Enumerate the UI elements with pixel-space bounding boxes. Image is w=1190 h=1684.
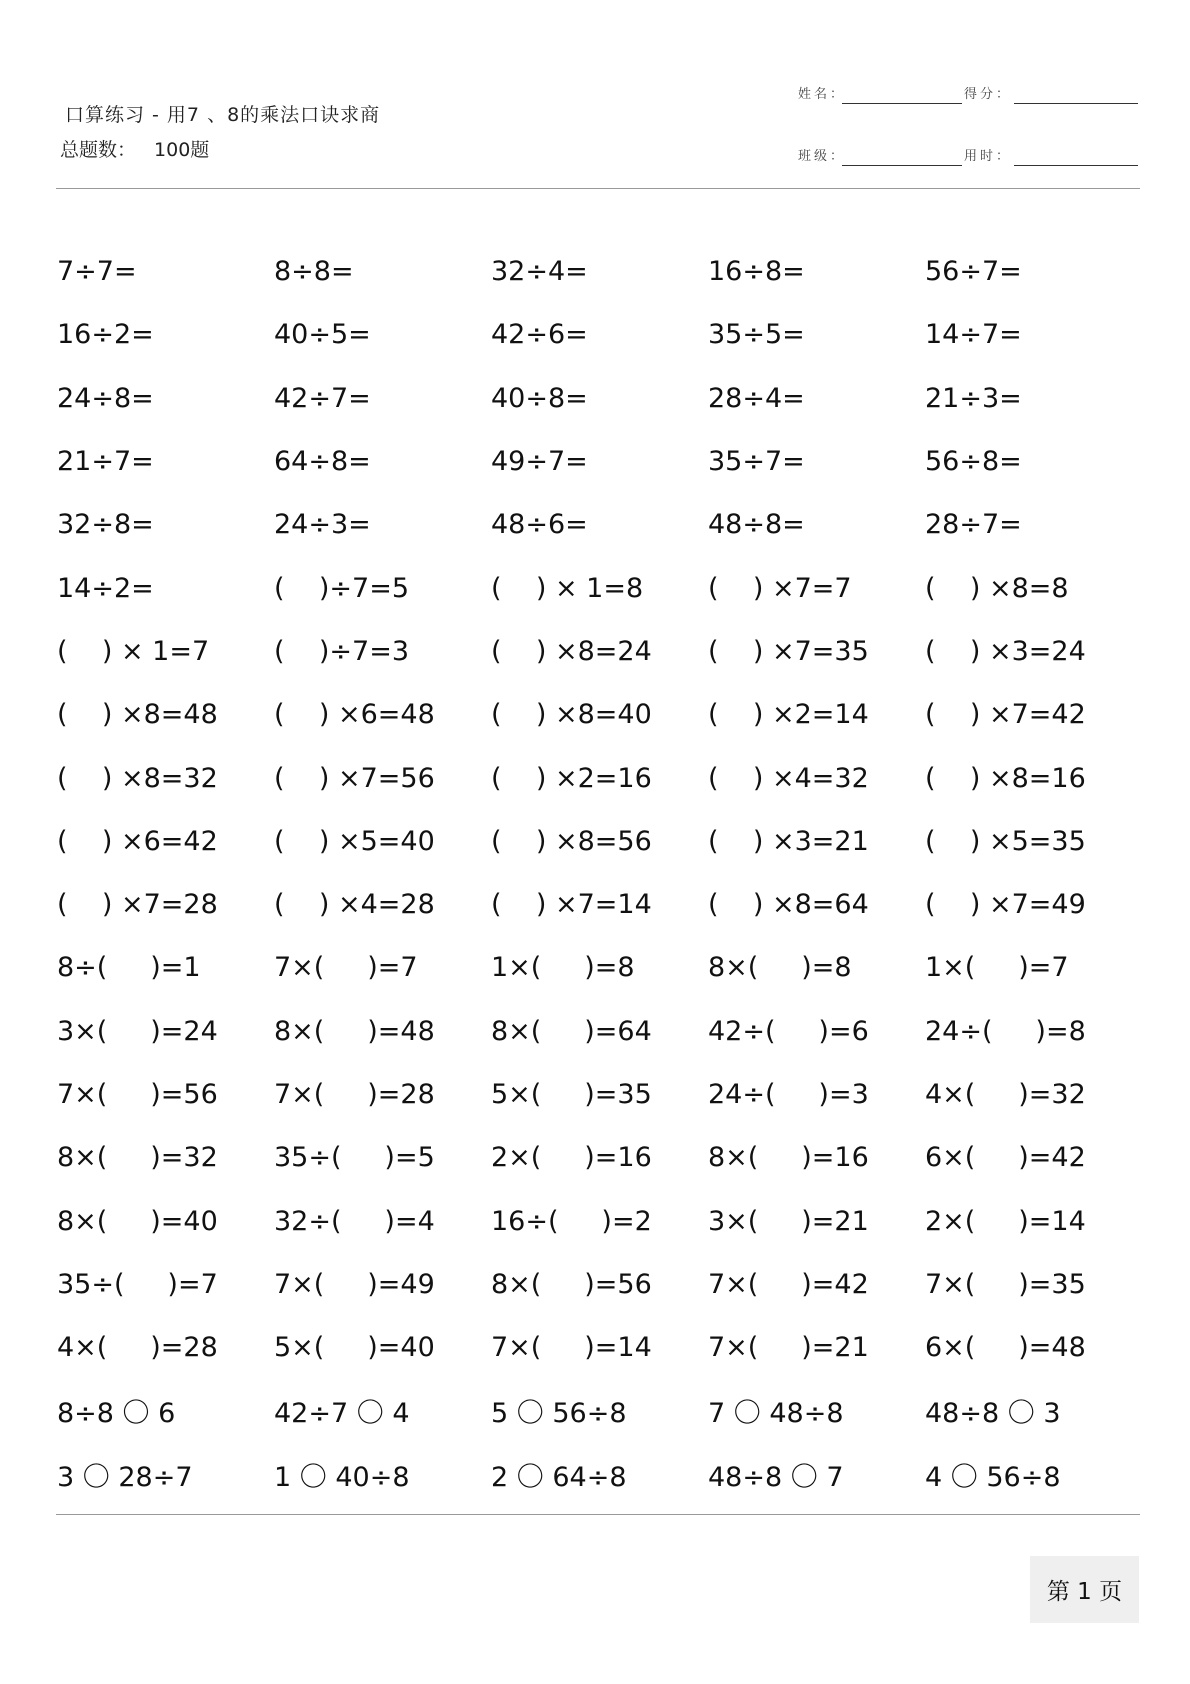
problem-item: 32÷8= bbox=[57, 509, 154, 541]
problem-item: 1×( )=7 bbox=[925, 952, 1069, 984]
problem-item: 7×( )=56 bbox=[57, 1079, 218, 1110]
info-row-bottom bbox=[798, 142, 1138, 166]
info-row-top bbox=[798, 80, 1138, 104]
problem-row bbox=[57, 873, 1142, 936]
problem-item: ( ) ×7=28 bbox=[57, 889, 218, 921]
problem-row bbox=[57, 620, 1142, 683]
problem-item: ( ) ×8=56 bbox=[491, 825, 652, 857]
problem-grid bbox=[57, 240, 1142, 1506]
problem-item: ( ) ×4=28 bbox=[274, 889, 435, 921]
problem-item: 14÷2= bbox=[57, 572, 154, 604]
problem-item: ( ) ×7=56 bbox=[274, 762, 435, 794]
problem-item: 4 〇 56÷8 bbox=[925, 1461, 1061, 1493]
problem-row bbox=[57, 1063, 1142, 1126]
problem-row bbox=[57, 683, 1142, 746]
problem-item: 5×( )=35 bbox=[491, 1079, 652, 1110]
total-count bbox=[60, 135, 380, 162]
problem-item: ( ) ×3=24 bbox=[925, 635, 1086, 667]
problem-row bbox=[57, 1443, 1142, 1506]
problem-item: ( ) ×8=8 bbox=[925, 572, 1069, 604]
problem-item: 16÷8= bbox=[708, 256, 805, 288]
problem-item: 24÷3= bbox=[274, 509, 371, 541]
problem-item: ( ) ×7=7 bbox=[708, 572, 852, 604]
problem-item: 8×( )=48 bbox=[274, 1015, 435, 1047]
problem-item: ( ) ×7=14 bbox=[491, 889, 652, 921]
problem-item: 5×( )=40 bbox=[274, 1332, 435, 1364]
problem-item: 5 〇 56÷8 bbox=[491, 1398, 627, 1430]
total-label: 总题数： bbox=[60, 139, 137, 161]
problem-item: 2 〇 64÷8 bbox=[491, 1461, 627, 1493]
problem-item: 42÷6= bbox=[491, 319, 588, 351]
problem-row bbox=[57, 810, 1142, 873]
name-label: 姓名： bbox=[798, 87, 847, 102]
problem-item: ( )÷7=3 bbox=[274, 635, 409, 667]
problem-item: ( ) ×7=42 bbox=[925, 699, 1086, 731]
problem-row bbox=[57, 556, 1142, 619]
class-blank[interactable] bbox=[842, 165, 962, 166]
problem-item: 1 〇 40÷8 bbox=[274, 1461, 410, 1493]
score-label: 得分： bbox=[964, 87, 1013, 102]
problem-item: 40÷5= bbox=[274, 319, 371, 351]
problem-item: 28÷4= bbox=[708, 382, 805, 414]
problem-item: ( ) ×6=42 bbox=[57, 825, 218, 857]
problem-item: 7×( )=7 bbox=[274, 952, 418, 984]
problem-item: 3 〇 28÷7 bbox=[57, 1461, 193, 1493]
problem-item: 35÷7= bbox=[708, 446, 805, 478]
problem-item: 42÷7= bbox=[274, 382, 371, 414]
problem-item: 48÷8 〇 3 bbox=[925, 1398, 1061, 1430]
problem-item: 7×( )=14 bbox=[491, 1332, 652, 1364]
problem-item: 35÷5= bbox=[708, 319, 805, 351]
problem-row bbox=[57, 1316, 1142, 1379]
problem-item: 7×( )=21 bbox=[708, 1332, 869, 1364]
worksheet-title: 口算练习 - 用7 、8的乘法口诀求商 bbox=[65, 104, 381, 126]
problem-item: 42÷7 〇 4 bbox=[274, 1398, 410, 1430]
problem-item: ( ) ×8=32 bbox=[57, 762, 218, 794]
problem-item: 21÷7= bbox=[57, 446, 154, 478]
problem-item: 4×( )=28 bbox=[57, 1332, 218, 1364]
problem-row bbox=[57, 1000, 1142, 1063]
problem-item: 7÷7= bbox=[57, 256, 137, 288]
problem-item: 8×( )=32 bbox=[57, 1142, 218, 1174]
time-blank[interactable] bbox=[1014, 165, 1138, 166]
problem-item: 64÷8= bbox=[274, 446, 371, 478]
problem-item: 7×( )=42 bbox=[708, 1268, 869, 1300]
problem-item: 32÷( )=4 bbox=[274, 1205, 435, 1237]
problem-item: 21÷3= bbox=[925, 382, 1022, 414]
problem-item: 8÷8 〇 6 bbox=[57, 1398, 176, 1430]
problem-item: ( ) ×2=16 bbox=[491, 762, 652, 794]
problem-item: 7×( )=35 bbox=[925, 1268, 1086, 1300]
problem-item: ( ) ×5=40 bbox=[274, 825, 435, 857]
problem-item: 4×( )=32 bbox=[925, 1079, 1086, 1110]
problem-item: 56÷7= bbox=[925, 256, 1022, 288]
problem-row bbox=[57, 367, 1142, 430]
problem-item: 7×( )=49 bbox=[274, 1268, 435, 1300]
problem-row bbox=[57, 1189, 1142, 1252]
problem-item: 8÷8= bbox=[274, 256, 354, 288]
problem-item: 8×( )=64 bbox=[491, 1015, 652, 1047]
header-divider bbox=[56, 188, 1140, 189]
problem-row bbox=[57, 1379, 1142, 1442]
problem-item: 14÷7= bbox=[925, 319, 1022, 351]
problem-item: 3×( )=21 bbox=[708, 1205, 869, 1237]
footer-divider bbox=[56, 1514, 1140, 1515]
problem-item: 28÷7= bbox=[925, 509, 1022, 541]
class-label: 班级： bbox=[798, 149, 847, 164]
problem-item: 35÷( )=7 bbox=[57, 1268, 218, 1300]
problem-row bbox=[57, 240, 1142, 303]
problem-item: ( )÷7=5 bbox=[274, 572, 409, 604]
problem-item: 48÷8= bbox=[708, 509, 805, 541]
problem-item: 49÷7= bbox=[491, 446, 588, 478]
problem-item: ( ) ×3=21 bbox=[708, 825, 869, 857]
problem-item: 40÷8= bbox=[491, 382, 588, 414]
problem-item: 2×( )=14 bbox=[925, 1205, 1086, 1237]
problem-item: ( ) ×7=35 bbox=[708, 635, 869, 667]
problem-item: 6×( )=42 bbox=[925, 1142, 1086, 1174]
problem-item: 1×( )=8 bbox=[491, 952, 635, 984]
problem-item: ( ) ×2=14 bbox=[708, 699, 869, 731]
problem-item: ( ) × 1=7 bbox=[57, 635, 210, 667]
problem-item: 7×( )=28 bbox=[274, 1079, 435, 1110]
problem-item: ( ) ×7=49 bbox=[925, 889, 1086, 921]
problem-item: 35÷( )=5 bbox=[274, 1142, 435, 1174]
problem-item: ( ) × 1=8 bbox=[491, 572, 644, 604]
problem-item: 32÷4= bbox=[491, 256, 588, 288]
problem-item: ( ) ×6=48 bbox=[274, 699, 435, 731]
problem-item: ( ) ×8=24 bbox=[491, 635, 652, 667]
problem-item: 48÷6= bbox=[491, 509, 588, 541]
problem-item: 8×( )=16 bbox=[708, 1142, 869, 1174]
problem-row bbox=[57, 936, 1142, 999]
problem-item: 8÷( )=1 bbox=[57, 952, 201, 984]
problem-item: 3×( )=24 bbox=[57, 1015, 218, 1047]
page-number: 第 1 页 bbox=[1030, 1556, 1139, 1623]
problem-row bbox=[57, 1253, 1142, 1316]
problem-item: 2×( )=16 bbox=[491, 1142, 652, 1174]
problem-row bbox=[57, 430, 1142, 493]
worksheet-header bbox=[60, 100, 380, 162]
problem-item: 16÷( )=2 bbox=[491, 1205, 652, 1237]
name-blank[interactable] bbox=[842, 103, 962, 104]
problem-item: ( ) ×8=64 bbox=[708, 889, 869, 921]
problem-row bbox=[57, 303, 1142, 366]
problem-item: 24÷( )=3 bbox=[708, 1079, 869, 1110]
problem-item: ( ) ×8=48 bbox=[57, 699, 218, 731]
problem-item: 48÷8 〇 7 bbox=[708, 1461, 844, 1493]
score-blank[interactable] bbox=[1014, 103, 1138, 104]
problem-item: 8×( )=8 bbox=[708, 952, 852, 984]
problem-item: 8×( )=56 bbox=[491, 1268, 652, 1300]
problem-item: ( ) ×5=35 bbox=[925, 825, 1086, 857]
problem-item: ( ) ×8=40 bbox=[491, 699, 652, 731]
problem-item: 8×( )=40 bbox=[57, 1205, 218, 1237]
problem-item: ( ) ×4=32 bbox=[708, 762, 869, 794]
problem-row bbox=[57, 1126, 1142, 1189]
problem-item: 16÷2= bbox=[57, 319, 154, 351]
problem-item: 6×( )=48 bbox=[925, 1332, 1086, 1364]
problem-row bbox=[57, 493, 1142, 556]
problem-item: 7 〇 48÷8 bbox=[708, 1398, 844, 1430]
problem-item: ( ) ×8=16 bbox=[925, 762, 1086, 794]
problem-item: 24÷8= bbox=[57, 382, 154, 414]
total-value: 100题 bbox=[154, 139, 210, 161]
problem-item: 56÷8= bbox=[925, 446, 1022, 478]
problem-row bbox=[57, 746, 1142, 809]
problem-item: 42÷( )=6 bbox=[708, 1015, 869, 1047]
problem-item: 24÷( )=8 bbox=[925, 1015, 1086, 1047]
time-label: 用时： bbox=[964, 149, 1013, 164]
